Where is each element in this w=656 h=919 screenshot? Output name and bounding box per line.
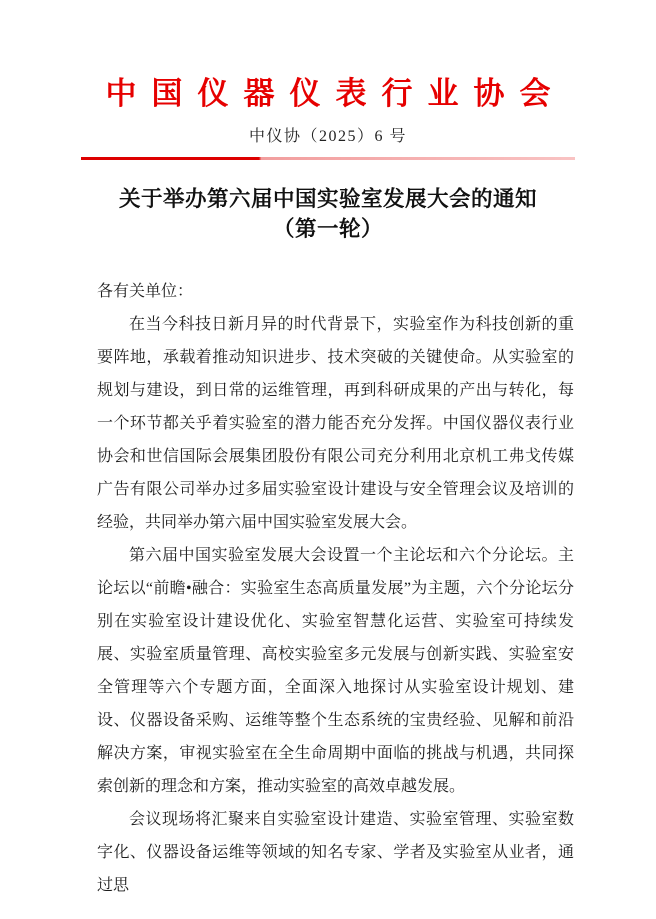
notice-body (97, 275, 574, 902)
doc-number: 中仪协（2025）6 号 (248, 128, 407, 145)
body-paragraph: 第六届中国实验室发展大会设置一个主论坛和六个分论坛。主论坛以“前瞻•融合：实验室生态高质量发展”为主题，六个分论坛分别在实验室设计建设优化、实验室智慧化运营、实验室可持续发展、实验室质量管理、高校实验室多元发展与创新实践、实验室安全管理等六个专题方面，全面深入地探讨从实验室设计规划、建设、仪器设备采购、运维等整个生态系统的宝贵经验、见解和前沿解决方案，审视实验室在全生命周期中面临的挑战与机遇，共同探索创新的理念和方案，推动实验室的高效卓越发展。 (97, 547, 574, 795)
body-paragraph: 在当今科技日新月异的时代背景下，实验室作为科技创新的重要阵地，承载着推动知识进步、技术突破的关键使命。从实验室的规划与建设，到日常的运维管理，再到科研成果的产出与转化，每一个环节都关乎着实验室的潜力能否充分发挥。中国仪器仪表行业协会和世信国际会展集团股份有限公司充分利用北京机工弗戈传媒广告有限公司举办过多届实验室设计建设与安全管理会议及培训的经验，共同举办第六届中国实验室发展大会。 (97, 316, 574, 531)
notice-title-line-2: （第一轮） (272, 217, 383, 241)
salutation: 各有关单位： (97, 283, 194, 300)
notice-title (0, 184, 656, 244)
red-divider-rule (81, 157, 575, 160)
notice-title-line-1: 关于举办第六届中国实验室发展大会的通知 (118, 187, 537, 211)
org-title: 中国仪器仪表行业协会 (105, 76, 566, 111)
body-paragraph: 会议现场将汇聚来自实验室设计建造、实验室管理、实验室数字化、仪器设备运维等领域的知名专家、学者及实验室从业者，通过思 (97, 811, 574, 894)
